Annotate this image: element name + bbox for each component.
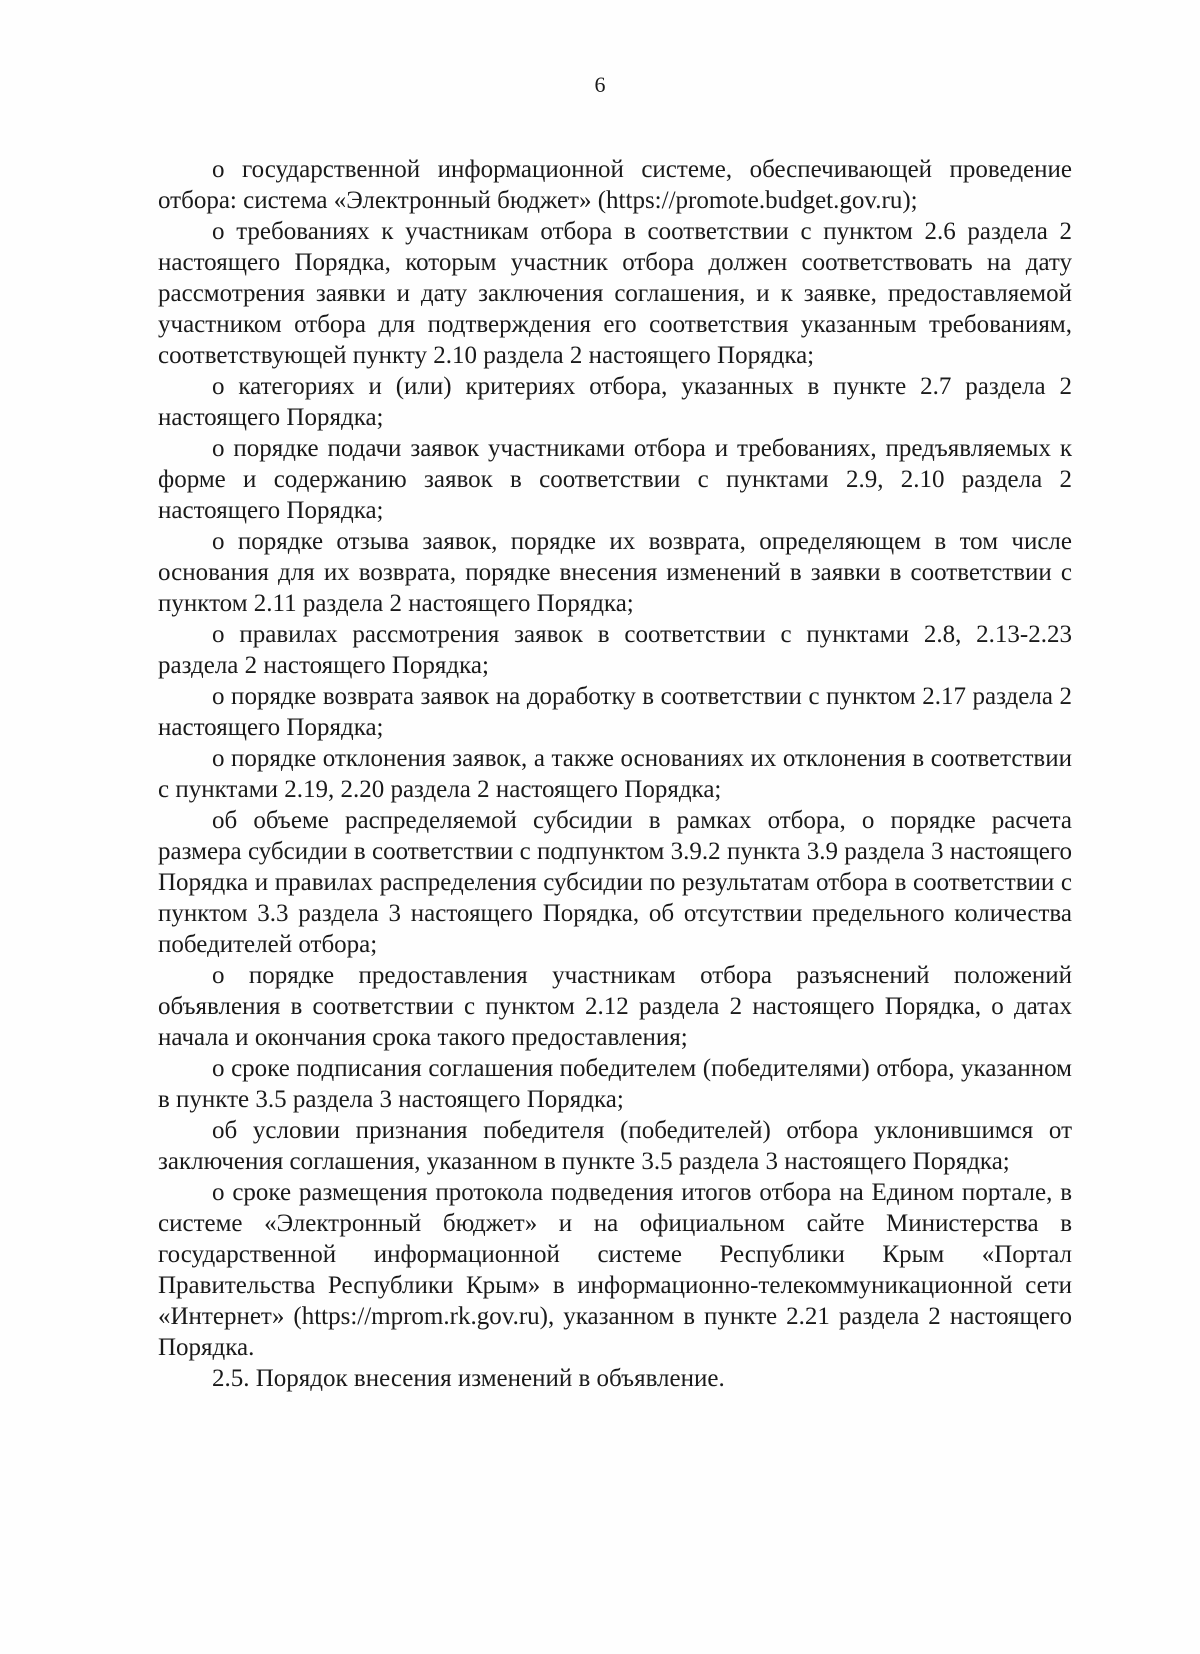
paragraph-subsidy-volume: об объеме распределяемой субсидии в рамках отбора, о порядке расчета размера субсидии в соответствии с подпунктом 3.9.2 пункта 3.9 раздела 3 настоящего Порядка и правилах распределения субсидии по результатам отбора в соответствии с пунктом 3.3 раздела 3 настоящего Порядка, об отсутствии предельного количества победителей отбора; [158,807,1072,958]
section-heading-2-5: 2.5. Порядок внесения изменений в объявление. [212,1365,725,1392]
paragraph-participant-requirements: о требованиях к участникам отбора в соответствии с пунктом 2.6 раздела 2 настоящего Порядка, которым участник отбора должен соответствовать на дату рассмотрения заявки и дату заключения соглашения, и к заявке, предоставляемой участником отбора для подтверждения его соответствия указанным требованиям, соответствующей пункту 2.10 раздела 2 настоящего Порядка; [158,218,1072,369]
paragraph-state-info-system: о государственной информационной системе, обеспечивающей проведение отбора: система «Электронный бюджет» (https://promote.budget.gov.ru); [158,156,1072,214]
body-text [158,154,1072,1394]
paragraph-application-withdrawal: о порядке отзыва заявок, порядке их возврата, определяющем в том числе основания для их возврата, порядке внесения изменений в заявки в соответствии с пунктом 2.11 раздела 2 настоящего Порядка; [158,528,1072,617]
page-number: 6 [594,72,606,97]
paragraph-evasion-condition: об условии признания победителя (победителей) отбора уклонившимся от заключения соглашения, указанном в пункте 3.5 раздела 3 настоящего Порядка; [158,1117,1072,1175]
paragraph-review-rules: о правилах рассмотрения заявок в соответствии с пунктами 2.8, 2.13-2.23 раздела 2 настоящего Порядка; [158,621,1072,679]
paragraph-protocol-publication: о сроке размещения протокола подведения итогов отбора на Едином портале, в системе «Электронный бюджет» и на официальном сайте Министерства в государственной информационной системе Республики Крым «Портал Правительства Республики Крым» в информационно-телекоммуникационной сети «Интернет» (https://mprom.rk.gov.ru), указанном в пункте 2.21 раздела 2 настоящего Порядка. [158,1179,1072,1361]
paragraph-rejection: о порядке отклонения заявок, а также основаниях их отклонения в соответствии с пунктами 2.19, 2.20 раздела 2 настоящего Порядка; [158,745,1072,803]
paragraph-selection-criteria: о категориях и (или) критериях отбора, указанных в пункте 2.7 раздела 2 настоящего Порядка; [158,373,1072,431]
paragraph-agreement-signing: о сроке подписания соглашения победителем (победителями) отбора, указанном в пункте 3.5 раздела 3 настоящего Порядка; [158,1055,1072,1113]
paragraph-application-submission: о порядке подачи заявок участниками отбора и требованиях, предъявляемых к форме и содержанию заявок в соответствии с пунктами 2.9, 2.10 раздела 2 настоящего Порядка; [158,435,1072,524]
paragraph-clarifications: о порядке предоставления участникам отбора разъяснений положений объявления в соответствии с пунктом 2.12 раздела 2 настоящего Порядка, о датах начала и окончания срока такого предоставления; [158,962,1072,1051]
paragraph-return-for-revision: о порядке возврата заявок на доработку в соответствии с пунктом 2.17 раздела 2 настоящего Порядка; [158,683,1072,741]
